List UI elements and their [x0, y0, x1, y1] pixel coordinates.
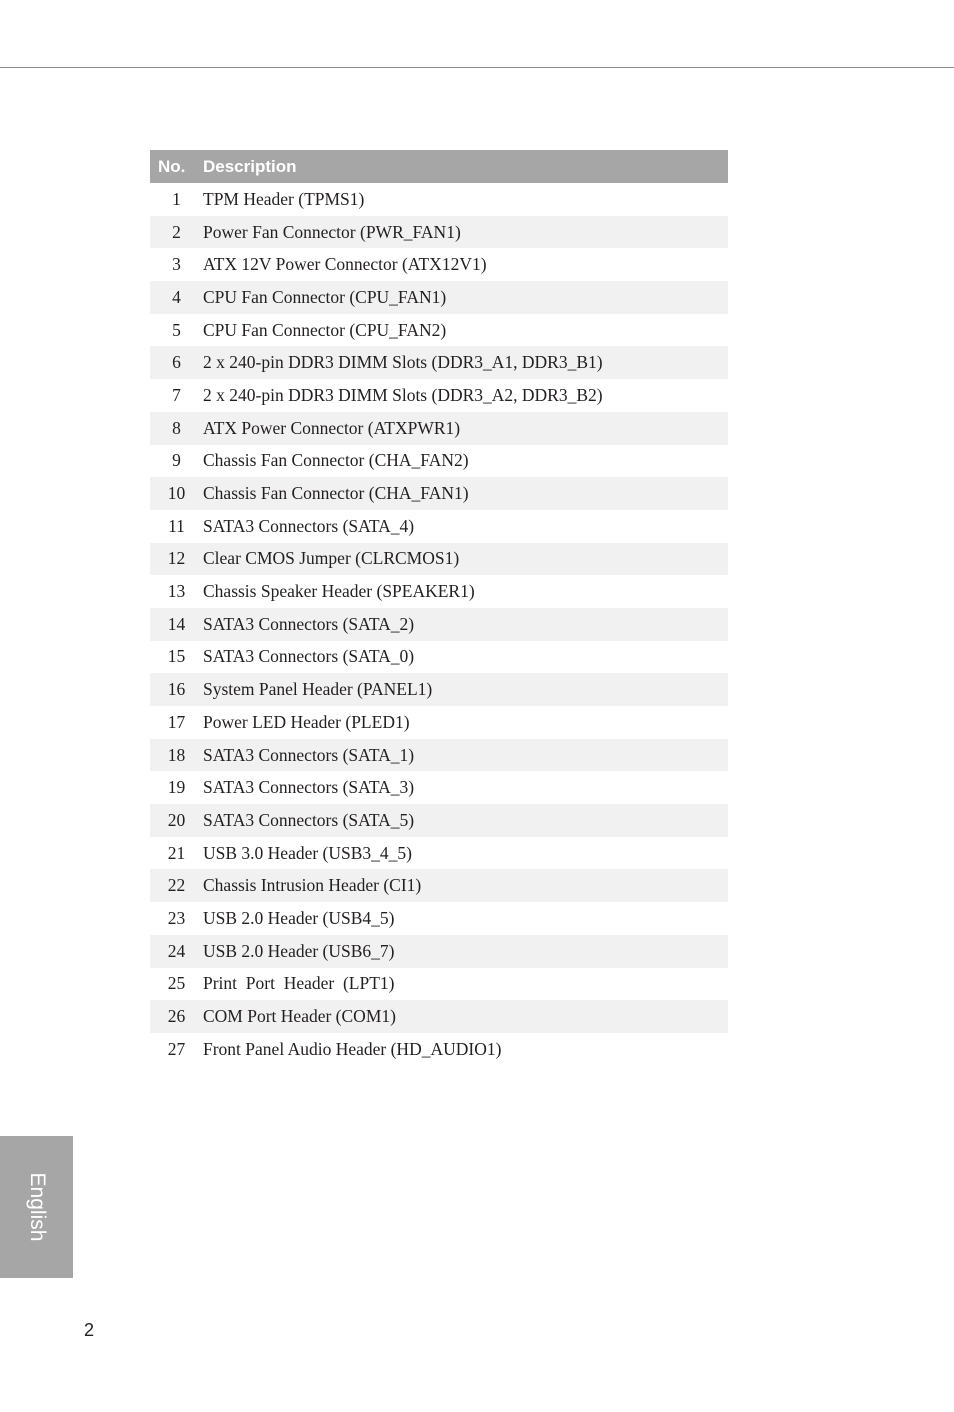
page-number: 2	[84, 1320, 95, 1340]
row-description: CPU Fan Connector (CPU_FAN2)	[203, 319, 447, 340]
language-tab	[0, 1136, 73, 1278]
table-row	[150, 968, 728, 1001]
table-row	[150, 608, 728, 641]
row-number: 5	[172, 319, 181, 340]
row-number: 23	[167, 907, 186, 928]
table-row	[150, 183, 728, 216]
row-number: 1	[172, 188, 181, 209]
table-row	[150, 771, 728, 804]
row-description: 2 x 240-pin DDR3 DIMM Slots (DDR3_A1, DDR3_B1)	[203, 346, 728, 379]
row-number: 25	[167, 973, 186, 994]
table-row	[150, 314, 728, 347]
row-description: COM Port Header (COM1)	[203, 1000, 728, 1033]
row-description: USB 3.0 Header (USB3_4_5)	[203, 842, 413, 863]
table-row	[150, 248, 728, 281]
row-description: SATA3 Connectors (SATA_5)	[203, 804, 728, 837]
table-row	[150, 869, 728, 902]
row-description: USB 2.0 Header (USB6_7)	[203, 935, 728, 968]
table-body	[150, 183, 728, 1066]
table-row	[150, 216, 728, 249]
row-number: 26	[150, 1000, 203, 1033]
row-description: ATX Power Connector (ATXPWR1)	[203, 412, 728, 445]
table-row	[150, 575, 728, 608]
row-description: SATA3 Connectors (SATA_1)	[203, 739, 728, 772]
language-tab-label: English	[25, 1172, 49, 1242]
table-row	[150, 1000, 728, 1033]
header-no: No.	[150, 150, 203, 183]
table-row	[150, 1033, 728, 1066]
row-description: Clear CMOS Jumper (CLRCMOS1)	[203, 543, 728, 576]
header-description: Description	[203, 150, 728, 183]
parts-table	[150, 150, 728, 1066]
row-description: ATX 12V Power Connector (ATX12V1)	[203, 254, 487, 275]
row-description: SATA3 Connectors (SATA_2)	[203, 608, 728, 641]
row-number: 2	[150, 216, 203, 249]
row-number: 15	[167, 646, 186, 667]
row-description: TPM Header (TPMS1)	[203, 188, 365, 209]
top-rule	[0, 67, 954, 68]
table-row	[150, 281, 728, 314]
row-number: 3	[172, 254, 181, 275]
row-description: SATA3 Connectors (SATA_0)	[203, 646, 415, 667]
table-row	[150, 673, 728, 706]
row-number: 22	[150, 869, 203, 902]
row-number: 21	[167, 842, 186, 863]
row-description: Print Port Header (LPT1)	[203, 973, 395, 994]
row-number: 19	[167, 777, 186, 798]
table-row	[150, 902, 728, 935]
table-row	[150, 445, 728, 478]
row-number: 13	[167, 581, 186, 602]
row-number: 18	[150, 739, 203, 772]
row-description: CPU Fan Connector (CPU_FAN1)	[203, 281, 728, 314]
row-description: Chassis Fan Connector (CHA_FAN2)	[203, 450, 469, 471]
row-description: SATA3 Connectors (SATA_3)	[203, 777, 415, 798]
row-number: 17	[167, 711, 186, 732]
row-number: 12	[150, 543, 203, 576]
row-number: 14	[150, 608, 203, 641]
row-description: Power LED Header (PLED1)	[203, 711, 410, 732]
row-number: 11	[168, 515, 185, 536]
row-number: 7	[172, 384, 181, 405]
table-row	[150, 543, 728, 576]
row-description: Chassis Fan Connector (CHA_FAN1)	[203, 477, 728, 510]
table-row	[150, 379, 728, 412]
table-row	[150, 739, 728, 772]
row-description: Power Fan Connector (PWR_FAN1)	[203, 216, 728, 249]
row-description: SATA3 Connectors (SATA_4)	[203, 515, 415, 536]
row-description: Front Panel Audio Header (HD_AUDIO1)	[203, 1038, 502, 1059]
table-row	[150, 346, 728, 379]
table-row	[150, 935, 728, 968]
row-number: 10	[150, 477, 203, 510]
row-description: Chassis Speaker Header (SPEAKER1)	[203, 581, 475, 602]
row-description: System Panel Header (PANEL1)	[203, 673, 728, 706]
row-number: 6	[150, 346, 203, 379]
table-header-row	[150, 150, 728, 183]
row-description: Chassis Intrusion Header (CI1)	[203, 869, 728, 902]
row-number: 27	[167, 1038, 186, 1059]
table-row	[150, 477, 728, 510]
row-number: 24	[150, 935, 203, 968]
row-number: 8	[150, 412, 203, 445]
table-row	[150, 412, 728, 445]
row-number: 16	[150, 673, 203, 706]
row-description: USB 2.0 Header (USB4_5)	[203, 907, 395, 928]
row-number: 20	[150, 804, 203, 837]
table-row	[150, 706, 728, 739]
table-row	[150, 641, 728, 674]
row-description: 2 x 240-pin DDR3 DIMM Slots (DDR3_A2, DDR3_B2)	[203, 384, 603, 405]
table-row	[150, 804, 728, 837]
row-number: 9	[172, 450, 181, 471]
table-row	[150, 510, 728, 543]
table-row	[150, 837, 728, 870]
row-number: 4	[150, 281, 203, 314]
